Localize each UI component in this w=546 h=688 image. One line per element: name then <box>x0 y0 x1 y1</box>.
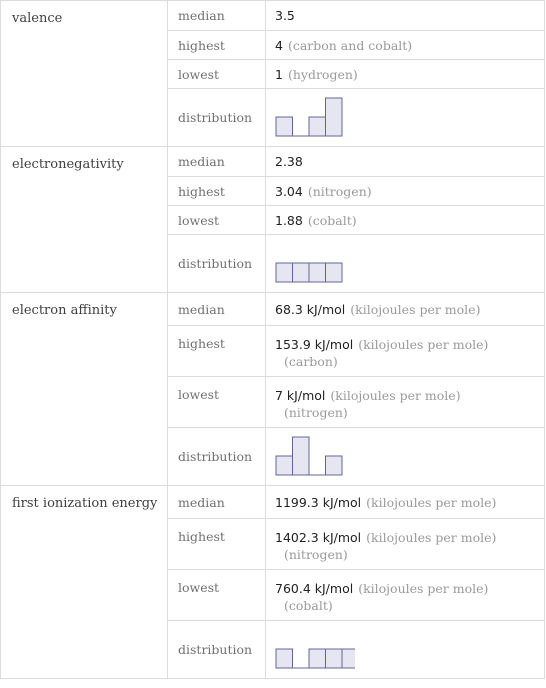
lowest-value <box>266 60 545 89</box>
histogram-bar <box>342 649 355 668</box>
stat-label: highest <box>168 326 266 377</box>
element-note: (nitrogen) <box>284 547 348 562</box>
unit-note: (kilojoules per mole) <box>366 530 497 545</box>
distribution-histogram <box>275 628 355 672</box>
histogram-bar <box>276 117 293 136</box>
element-note: (carbon and cobalt) <box>287 37 413 53</box>
unit-note: (kilojoules per mole) <box>330 388 461 403</box>
element-note: (nitrogen) <box>307 183 372 199</box>
lowest-value <box>266 570 545 621</box>
value-text: 1 <box>275 66 283 82</box>
histogram-bar <box>309 263 326 282</box>
distribution-histogram <box>275 96 355 140</box>
table-row <box>1 293 545 326</box>
histogram-bar <box>276 263 293 282</box>
highest-value <box>266 31 545 60</box>
histogram-bar <box>276 456 293 475</box>
stat-label: lowest <box>168 570 266 621</box>
value-text: 153.9 kJ/mol <box>275 337 354 352</box>
value-text: 3.04 <box>275 183 303 199</box>
value-text: 760.4 kJ/mol <box>275 581 354 596</box>
value-text: 1199.3 kJ/mol <box>275 494 362 510</box>
distribution-histogram <box>275 242 355 286</box>
value-text: 68.3 kJ/mol <box>275 301 346 317</box>
histogram-bar <box>309 649 326 668</box>
unit-note: (kilojoules per mole) <box>358 581 489 596</box>
unit-note: (kilojoules per mole) <box>358 337 489 352</box>
median-value <box>266 1 545 31</box>
property-name: electronegativity <box>1 147 168 293</box>
element-note: (hydrogen) <box>287 66 358 82</box>
stat-label: median <box>168 1 266 31</box>
property-name: first ionization energy <box>1 486 168 679</box>
lowest-value <box>266 377 545 428</box>
histogram-bar <box>326 456 343 475</box>
value-text: 4 <box>275 37 283 53</box>
table-row <box>1 147 545 177</box>
median-value <box>266 147 545 177</box>
stat-label: highest <box>168 519 266 570</box>
stat-label: lowest <box>168 206 266 235</box>
stat-label: lowest <box>168 377 266 428</box>
highest-value <box>266 326 545 377</box>
distribution-cell <box>266 89 545 147</box>
value-text: 2.38 <box>275 154 303 169</box>
stat-label: distribution <box>168 235 266 293</box>
distribution-histogram <box>275 435 355 479</box>
histogram-bar <box>276 649 293 668</box>
table-row <box>1 1 545 31</box>
stat-label: highest <box>168 31 266 60</box>
histogram-bar <box>293 437 310 475</box>
lowest-value <box>266 206 545 235</box>
stat-label: distribution <box>168 621 266 679</box>
stat-label: distribution <box>168 89 266 147</box>
unit-note: (kilojoules per mole) <box>350 301 481 317</box>
distribution-cell <box>266 428 545 486</box>
distribution-cell <box>266 235 545 293</box>
unit-note: (kilojoules per mole) <box>366 494 497 510</box>
value-text: 1402.3 kJ/mol <box>275 530 362 545</box>
value-text: 1.88 <box>275 212 303 228</box>
median-value <box>266 486 545 519</box>
element-note: (nitrogen) <box>284 405 348 420</box>
stat-label: lowest <box>168 60 266 89</box>
histogram-bar <box>309 117 326 136</box>
stat-label: median <box>168 147 266 177</box>
histogram-bar <box>326 649 343 668</box>
stat-label: median <box>168 293 266 326</box>
histogram-bar <box>326 98 343 136</box>
value-text: 3.5 <box>275 8 295 23</box>
stat-label: highest <box>168 177 266 206</box>
highest-value <box>266 519 545 570</box>
value-text: 7 kJ/mol <box>275 388 326 403</box>
element-note: (cobalt) <box>307 212 357 228</box>
histogram-bar <box>326 263 343 282</box>
property-name: valence <box>1 1 168 147</box>
table-row <box>1 486 545 519</box>
property-name: electron affinity <box>1 293 168 486</box>
distribution-cell <box>266 621 545 679</box>
stat-label: distribution <box>168 428 266 486</box>
element-note: (carbon) <box>284 354 338 369</box>
median-value <box>266 293 545 326</box>
highest-value <box>266 177 545 206</box>
element-note: (cobalt) <box>284 598 333 613</box>
histogram-bar <box>293 263 310 282</box>
stat-label: median <box>168 486 266 519</box>
